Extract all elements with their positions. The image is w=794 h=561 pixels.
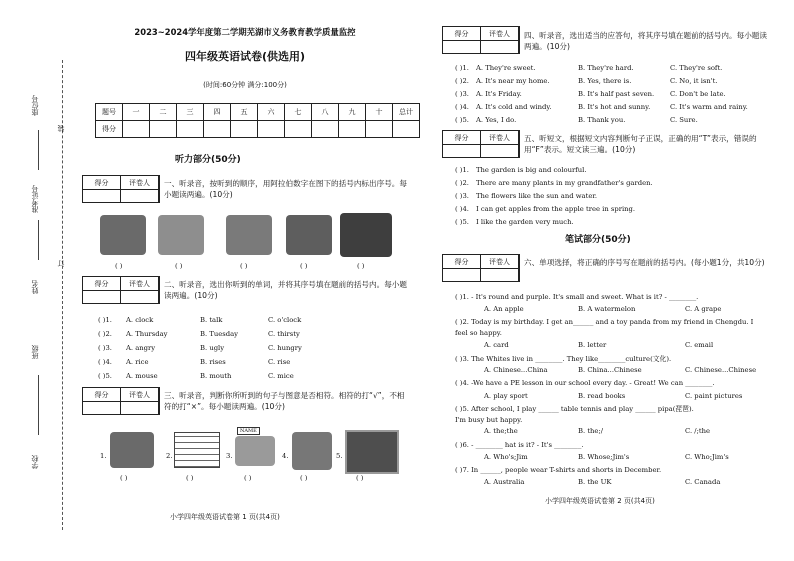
q3-picture-5	[345, 430, 399, 474]
q3-picture-3	[235, 436, 275, 466]
score-box-grader: 评卷人	[481, 27, 519, 53]
q4-option-b: B. It's half past seven.	[578, 90, 655, 98]
score-table-score-row	[96, 121, 420, 138]
score-cell: 七	[285, 104, 312, 121]
q4-option-a: A. Yes, I do.	[476, 116, 517, 124]
q6-option-c: C. Chinese...Chinese	[685, 366, 757, 374]
q6-option-b: B. the UK	[578, 478, 612, 486]
q1-picture-3	[226, 215, 272, 255]
q6-option-a: A. the;the	[484, 427, 518, 435]
time-info: (时间:60分钟 满分:100分)	[203, 81, 287, 89]
q6-option-c: C. paint pictures	[685, 392, 743, 400]
score-box-grader: 评卷人	[481, 255, 519, 281]
q3-answer-blank[interactable]: ( )	[186, 474, 194, 482]
score-box-q4	[442, 26, 520, 54]
q2-num[interactable]: ( )1.	[98, 316, 112, 324]
score-box-q5	[442, 130, 520, 158]
q3-answer-blank[interactable]: ( )	[300, 474, 308, 482]
q1-answer-blank[interactable]: ( )	[240, 262, 248, 270]
score-box-score: 得分	[443, 255, 481, 281]
q4-num[interactable]: ( )5.	[455, 116, 469, 124]
q5-statement: I can get apples from the apple tree in spring.	[476, 205, 636, 213]
fill-line	[38, 220, 39, 260]
q6-option-b: B. letter	[578, 341, 607, 349]
q3-picture-4	[292, 432, 332, 470]
score-box-score: 得分	[443, 131, 481, 157]
q4-option-c: C. Don't be late.	[670, 90, 726, 98]
q1-answer-blank[interactable]: ( )	[115, 262, 123, 270]
q3-num: 2.	[166, 452, 173, 460]
score-cell: 二	[150, 104, 177, 121]
q4-option-c: C. It's warm and rainy.	[670, 103, 748, 111]
q3-title: 三、听录音，判断你所听到的句子与图意是否相符。相符的打“√”，不相符的打“×”。每小题读两遍。(10分)	[164, 391, 405, 411]
q3-picture-1	[110, 432, 154, 468]
q1-picture-5	[340, 213, 392, 257]
q6-option-a: A. Australia	[484, 478, 525, 486]
q4-option-c: C. Sure.	[670, 116, 698, 124]
q5-title: 五、听短文，根据短文内容判断句子正误，正确的用“T”表示，错误的用“F”表示。短文读三遍。(10分)	[524, 134, 757, 154]
q5-statement: I like the garden very much.	[476, 218, 574, 226]
q6-option-a: A. play sport	[484, 392, 528, 400]
q2-option-a: A. angry	[126, 344, 156, 352]
listening-header: 听力部分(50分)	[175, 155, 241, 165]
q6-option-b: B. China...Chinese	[578, 366, 642, 374]
q6-option-b: B. read books	[578, 392, 626, 400]
q6-option-b: B. Whose;Jim's	[578, 453, 630, 461]
q2-option-a: A. rice	[126, 358, 149, 366]
q1-answer-blank[interactable]: ( )	[300, 262, 308, 270]
q2-option-c: C. o'clock	[268, 316, 302, 324]
score-box-score: 得分	[443, 27, 481, 53]
q6-option-b: B. the;/	[578, 427, 604, 435]
q5-statement: There are many plants in my grandfather's garden.	[476, 179, 653, 187]
name-label: 姓名	[31, 280, 39, 294]
q3-num: 5.	[336, 452, 343, 460]
q2-option-c: C. mice	[268, 372, 294, 380]
score-cell: 总计	[393, 104, 420, 121]
q2-option-c: C. rise	[268, 358, 291, 366]
q6-title: 六、单项选择，将正确的序号写在题前的括号内。(每小题1分，共10分)	[524, 258, 765, 267]
q2-option-a: A. Thursday	[126, 330, 168, 338]
score-cell: 一	[123, 104, 150, 121]
q2-option-b: B. talk	[200, 316, 223, 324]
q6-question[interactable]: ( )7. In ______, people wear T-shirts and shorts in December.	[455, 466, 662, 474]
q6-option-c: C. /;the	[685, 427, 710, 435]
q5-num[interactable]: ( )3.	[455, 192, 469, 200]
q5-statement: The garden is big and colourful.	[476, 166, 587, 174]
q2-option-a: A. clock	[126, 316, 154, 324]
bind-char-2: 订	[57, 260, 65, 267]
q2-num[interactable]: ( )2.	[98, 330, 112, 338]
written-header: 笔试部分(50分)	[565, 235, 631, 245]
q5-statement: The flowers like the sun and water.	[476, 192, 598, 200]
q4-num[interactable]: ( )2.	[455, 77, 469, 85]
q4-option-c: C. They're soft.	[670, 64, 723, 72]
q6-option-b: B. A watermelon	[578, 305, 636, 313]
q2-num[interactable]: ( )5.	[98, 372, 112, 380]
q5-num[interactable]: ( )1.	[455, 166, 469, 174]
score-cell: 四	[204, 104, 231, 121]
score-row-label: 得分	[96, 121, 123, 138]
score-cell: 九	[339, 104, 366, 121]
q4-option-a: A. They're sweet.	[476, 64, 536, 72]
q6-question[interactable]: ( )4. -We have a PE lesson in our school every day. - Great! We can ________.	[455, 379, 715, 387]
score-cell: 五	[231, 104, 258, 121]
q2-option-a: A. mouse	[126, 372, 158, 380]
q6-option-a: A. card	[484, 341, 509, 349]
score-box-q1	[82, 175, 160, 203]
q6-question[interactable]: ( )5. After school, I play ______ table tennis and play ______ pipa(琵琶). I'm busy but happy.	[455, 405, 694, 424]
q1-answer-blank[interactable]: ( )	[357, 262, 365, 270]
q4-num[interactable]: ( )3.	[455, 90, 469, 98]
school-label: 学校	[31, 455, 39, 469]
q4-num[interactable]: ( )4.	[455, 103, 469, 111]
fill-line	[38, 375, 39, 435]
q3-picture-2	[174, 432, 220, 468]
score-box-score: 得分	[83, 176, 121, 202]
q1-picture-4	[286, 215, 332, 255]
score-cell: 六	[258, 104, 285, 121]
q6-question[interactable]: ( )1. - It's round and purple. It's small and sweet. What is it? - ________.	[455, 293, 699, 301]
q6-question[interactable]: ( )6. - ________ hat is it? - It's ________.	[455, 441, 584, 449]
q2-option-c: C. thirsty	[268, 330, 300, 338]
score-cell: 十	[366, 104, 393, 121]
paper-title: 四年级英语试卷(供选用)	[184, 50, 306, 63]
q1-picture-2	[158, 215, 204, 255]
q3-answer-blank[interactable]: ( )	[244, 474, 252, 482]
exam-no-label: 准考证号	[31, 185, 39, 213]
q2-option-b: B. ugly	[200, 344, 225, 352]
class-label: 班级	[31, 345, 39, 359]
q3-picture-3-label: NAME	[237, 427, 260, 435]
q1-answer-blank[interactable]: ( )	[175, 262, 183, 270]
score-cell: 题号	[96, 104, 123, 121]
q2-option-b: B. mouth	[200, 372, 232, 380]
footer-left: 小学四年级英语试卷第 1 页(共4页)	[170, 513, 280, 521]
score-box-grader: 评卷人	[121, 277, 159, 303]
q4-num[interactable]: ( )1.	[455, 64, 469, 72]
q6-option-c: C. Canada	[685, 478, 721, 486]
q6-question[interactable]: ( )3. The Whites live in ________. They like________culture(文化).	[455, 355, 672, 363]
score-box-score: 得分	[83, 277, 121, 303]
q6-option-c: C. email	[685, 341, 714, 349]
score-box-grader: 评卷人	[121, 388, 159, 414]
q5-num[interactable]: ( )4.	[455, 205, 469, 213]
q4-option-b: B. Yes, there is.	[578, 77, 632, 85]
q2-num[interactable]: ( )3.	[98, 344, 112, 352]
score-box-q2	[82, 276, 160, 304]
score-box-q6	[442, 254, 520, 282]
q4-option-a: A. It's Friday.	[476, 90, 522, 98]
q3-answer-blank[interactable]: ( )	[120, 474, 128, 482]
q6-option-c: C. Who;Jim's	[685, 453, 729, 461]
score-table	[95, 103, 420, 138]
seat-label: 座位号	[31, 95, 39, 116]
q4-option-b: B. It's hot and sunny.	[578, 103, 651, 111]
q6-option-c: C. A grape	[685, 305, 722, 313]
score-cell: 八	[312, 104, 339, 121]
score-box-q3	[82, 387, 160, 415]
q1-title: 一、听录音，按听到的顺序，用阿拉伯数字在图下的括号内标出序号。每小题读两遍。(10分)	[164, 179, 407, 199]
score-table-header-row	[96, 104, 420, 121]
q3-num: 4.	[282, 452, 289, 460]
q6-question[interactable]: ( )2. Today is my birthday. I get an______ and a toy panda from my friend in Chengdu. I feel so happy.	[455, 318, 754, 337]
q4-option-a: A. It's near my home.	[476, 77, 550, 85]
q6-option-a: A. An apple	[484, 305, 524, 313]
q2-title: 二、听录音，选出你听到的单词，并将其序号填在题前的括号内。每小题读两遍。(10分)	[164, 280, 407, 300]
q4-option-b: B. They're hard.	[578, 64, 634, 72]
q6-option-a: A. Who's;Jim	[484, 453, 528, 461]
q4-option-a: A. It's cold and windy.	[476, 103, 552, 111]
q4-option-c: C. No, it isn't.	[670, 77, 718, 85]
score-box-grader: 评卷人	[121, 176, 159, 202]
q2-option-b: B. Tuesday	[200, 330, 238, 338]
q1-picture-1	[100, 215, 146, 255]
score-box-grader: 评卷人	[481, 131, 519, 157]
fill-line	[38, 130, 39, 170]
score-cell: 三	[177, 104, 204, 121]
q2-option-c: C. hungry	[268, 344, 302, 352]
q5-num[interactable]: ( )5.	[455, 218, 469, 226]
q2-num[interactable]: ( )4.	[98, 358, 112, 366]
q2-option-b: B. rises	[200, 358, 226, 366]
score-box-score: 得分	[83, 388, 121, 414]
q3-num: 3.	[226, 452, 233, 460]
bind-char-1: 装	[57, 125, 65, 132]
q5-num[interactable]: ( )2.	[455, 179, 469, 187]
q3-answer-blank[interactable]: ( )	[356, 474, 364, 482]
q6-option-a: A. Chinese...China	[484, 366, 548, 374]
q4-option-b: B. Thank you.	[578, 116, 626, 124]
exam-title: 2023~2024学年度第二学期芜湖市义务教育教学质量监控	[134, 27, 356, 37]
q4-title: 四、听录音，选出适当的应答句，将其序号填在题前的括号内。每小题读两遍。(10分)	[524, 31, 767, 51]
footer-right: 小学四年级英语试卷第 2 页(共4页)	[545, 497, 655, 505]
q3-num: 1.	[100, 452, 107, 460]
